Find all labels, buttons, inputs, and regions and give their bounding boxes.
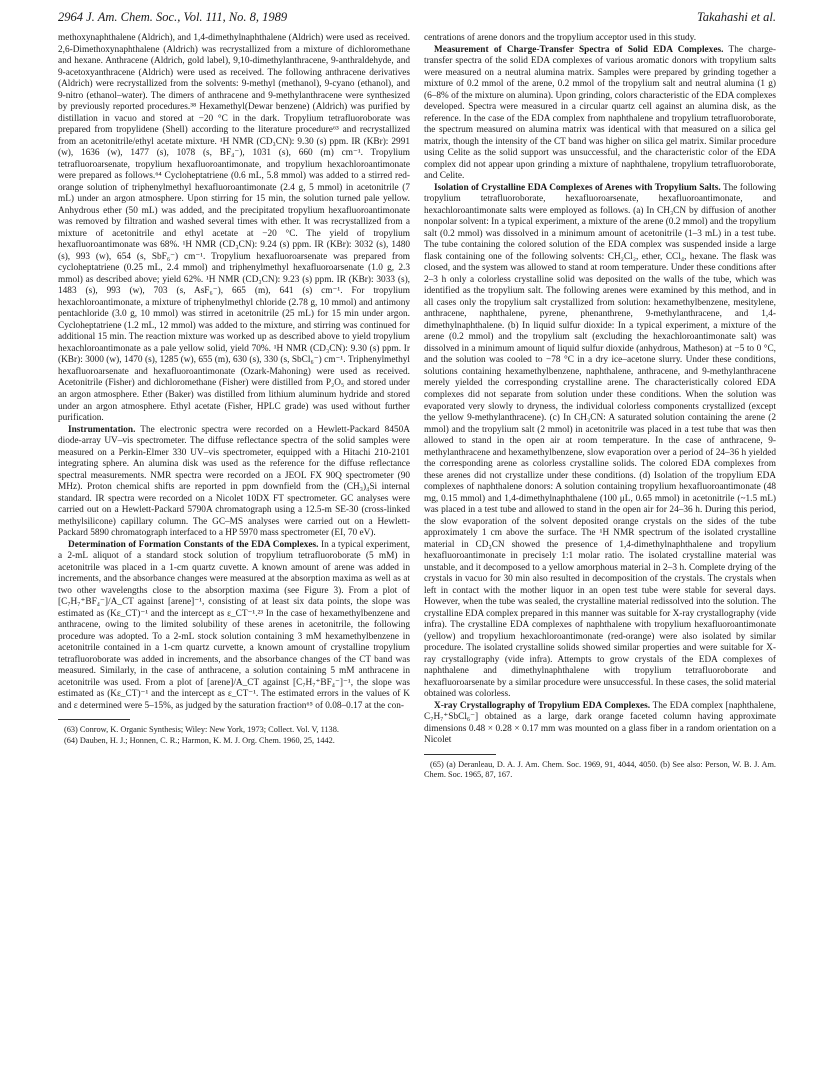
header-authors: Takahashi et al. <box>696 10 776 24</box>
heading-instrumentation: Instrumentation. <box>68 424 136 435</box>
isolation-text: The following tropylium tetrafluoroborate, hexafluoroarsenate, hexafluoroantimonate, and hexachloroantimonate salts were employed as follows. (a) In CH₃CN by diffusion of another nonpolar solvent: In a typical experiment, a mixture of the arene (0.2 mmol) and the tropylium salt (0.2 mmol) was dissolved in a minimum amount of acetonitrile (1–3 mL) in a test tube. The tube containing the colored solution of the EDA complex was suspended inside a large flask containing one of the following solvents: CH₂Cl₂, ether, CCl₄, hexane. The flask was closed, and the system was allowed to stand at room temperature. Under these conditions after 2–3 h only a colorless crystalline solid was deposited on the walls of the tube, which was identified as the tropylium salt. The following arenes were examined by this method, and in all cases only the tropylium salt crystallized from solution: hexamethylbenzene, mesitylene, anthracene, naphthalene, pyrene, phenanthrene, 9-methylanthracene, and 1,4-dimethylnaphthalene. (b) In liquid sulfur dioxide: In a typical experiment, a mixture of the arene (0.2 mmol) and the tropylium salt (excluding the hexachloroantimonate salt) was dissolved in a minimum amount of liquid sulfur dioxide (anhydrous, Matheson) at −5 to 0 °C, and the solution was cooled to −78 °C in a dry ice–acetone slurry. Under these conditions, solutions containing hexamethylbenzene, naphthalene, anthracene, and 9-methylanthracene merely yielded the corresponding crystalline arene. The characteristically colored EDA complexes did not separate from solution under these conditions. When the solution was evaporated very slowly to dryness, the individual colorless components crystallized (except the yellow 9-methylanthracene). (c) In CH₃CN: A saturated solution containing the arene (2 mmol) and the tropylium salt (2 mmol) in acetonitrile was placed in a test tube that was then allowed to stand in the open air at room temperature. In the case of anthracene, 9-methylanthracene and hexamethylbenzene, slow evaporation over a period of 24–36 h yielded the corresponding arene as colorless crystalline solids. The colored EDA complexes from these arenes did not crystallize under these conditions. (d) Isolation of the tropylium EDA complexes of naphthalene donors: A solution containing tropylium hexafluoroantimonate (48 mg, 0.15 mmol) and 1,4-dimethylnaphthalene (100 μL, 0.65 mmol) in acetonitrile (~1.5 mL) was placed in a test tube and allowed to stand in the open air for 24–36 h. During this period, the slow evaporation of the solvent deposited orange crystals on the sides of the tube approximately 1 cm above the surface. The ¹H NMR spectrum of the isolated crystalline material in CD₃CN showed the presence of 1,4-dimethylnaphthalene and tropylium hexafluoroantimonate in precisely 1:1 molar ratio. The isolated crystalline material was unstable, and it decomposed to a yellow amorphous material in 2–3 h. Complete drying of the crystals in vacuo for 30 min also resulted in decomposition of the crystals. The crystals when left in contact with the mother liquor in an open test tube were stable for several days. However, when the tube was sealed, the crystalline material redissolved into the solution. The crystalline EDA complex prepared in this manner was suitable for X-ray crystallography (vide infra). The crystalline EDA complexes of naphthalene with tropylium hexafluoroantimonate (yellow) and tropylium hexachloroantimonate (red-orange) were also isolated by similar procedure. The isolated crystalline solids showed similar properties and were suitable for X-ray crystallography (vide infra). Attempts to grow crystals of the EDA complexes of naphthalene and dimethylnaphthalene with tropylium tetrafluoroborate and hexafluoroarsenate by a similar procedure were unsuccessful. In these cases, the solid material obtained was colorless. <box>424 182 776 700</box>
right-footnotes <box>424 760 776 780</box>
ct-spectra-text: The charge-transfer spectra of the solid EDA complexes of various aromatic donors with tropylium salts were measured on a neutral alumina matrix. Samples were prepared by grinding together a mixture of 0.2 mmol of the arene, 0.2 mmol of the tropylium salt and neutral alumina (1 g) (6–8% of the mixture on alumina). Upon grinding, colors characteristic of the EDA complexes developed. Spectra were measured in a circular quartz cell against an alumina disk, as the reference. In the case of the EDA complex from naphthalene and tropylium tetrafluoroborate, the spectrum measured on alumina matrix was identical with that measured on a silica gel matrix, though the intensity of the CT band was higher on silica gel matrix. Similar procedure using Celite as the solid support was unsuccessful, and the characteristic color of the EDA complex did not appear upon grinding a mixture of naphthalene, tropylium tetrafluoroborate, and Celite. <box>424 44 776 182</box>
footnote-63: (63) Conrow, K. Organic Synthesis; Wiley: New York, 1973; Collect. Vol. V, 1138. <box>64 725 339 735</box>
instrumentation-text: The electronic spectra were recorded on a Hewlett-Packard 8450A diode-array UV–vis spectrometer. The diffuse reflectance spectra of the solid samples were measured on a Perkin-Elmer 330 UV–vis spectrometer, equipped with a Hitachi 210-2101 integrating sphere. An alumina disk was used as the reference for the diffuse reflectance spectral measurements. NMR spectra were recorded on a JEOL FX 90Q spectrometer (90 MHz). Proton chemical shifts are reported in ppm downfield from the (CH₃)₄Si internal standard. IR spectra were recorded on a Nicolet 10DX FT spectrometer. GC analyses were carried out on a Hewlett-Packard 5790A chromatograph using a 12.5-m SE-30 (cross-linked methylsilicone) capillary column. The GC–MS analyses were carried out on a Hewlett-Packard 5890 chromatograph interfaced to a HP 5970 mass spectrometer (EI, 70 eV). <box>58 424 410 539</box>
left-column <box>58 33 410 1063</box>
footnote-65: (65) (a) Deranleau, D. A. J. Am. Chem. Soc. 1969, 91, 4044, 4050. (b) See also: Person, W. B. J. Am. Chem. Soc. 1965, 87, 167. <box>424 759 776 780</box>
left-footnotes <box>58 725 410 745</box>
right-paragraph-isolation <box>424 183 776 701</box>
formation-constants-text: In a typical experiment, a 2-mL aliquot of a standard stock solution of tropylium tetrafluoroborate (5 mM) in acetonitrile was placed in a 1-cm quartz cuvette. A known amount of arene was added in increments, and the absorbance changes were measured at the absorption maxima as well as at two other wavelengths close to the absorption maxima (see Figure 3). From a plot of [C₇H₇⁺BF₄⁻]/A_CT against [arene]⁻¹, consisting of at least six data points, the slope was estimated as (Kε_CT)⁻¹ and the intercept as ε_CT⁻¹.²³ In the case of hexamethylbenzene and anthracene, owing to the limited solubility of these arenes in acetonitrile, the following procedure was adopted. To a 2-mL stock solution containing 3 mM hexamethylbenzene in acetonitrile contained in a 1-cm quartz curvette, a known amount of crystalline tropylium tetrafluoroborate was added in increments, and the absorbance changes of the CT band was measured. Similarly, in the case of anthracene, a solution containing 5 mM anthracene in acetonitrile was used. From a plot of [arene]/A_CT against [C₇H₇⁺BF₄⁻]⁻¹, the slope was estimated as (Kε_CT)⁻¹ and the intercept as ε_CT⁻¹. The estimated errors in the values of K and ε determined were 5–15%, as judged by the saturation fraction⁶⁵ of 0.08–0.17 at the con- <box>58 539 410 711</box>
footnote-rule-left <box>58 719 130 720</box>
header-journal-citation: 2964 J. Am. Chem. Soc., Vol. 111, No. 8, 1989 <box>58 10 288 24</box>
footnote-rule-right <box>424 754 496 755</box>
right-column <box>424 33 776 1063</box>
right-paragraph-ct-spectra <box>424 45 776 183</box>
heading-xray: X-ray Crystallography of Tropylium EDA Complexes. <box>434 700 651 711</box>
heading-isolation: Isolation of Crystalline EDA Complexes of Arenes with Tropylium Salts. <box>434 182 721 193</box>
xray-text: The EDA complex [naphthalene, C₇H₇⁺SbCl₆⁻] obtained as a large, dark orange faceted column having approximate dimensions 0.48 × 0.28 × 0.17 mm was mounted on a glass fiber in a random orientation on a Nicolet <box>424 700 776 746</box>
heading-ct-spectra: Measurement of Charge-Transfer Spectra of Solid EDA Complexes. <box>434 44 724 55</box>
heading-formation-constants: Determination of Formation Constants of the EDA Complexes. <box>68 539 319 550</box>
running-header <box>58 10 776 30</box>
right-paragraph-continuation: centrations of arene donors and the tropylium acceptor used in this study. <box>424 33 697 43</box>
left-paragraph-formation-constants <box>58 540 410 713</box>
right-paragraph-xray <box>424 701 776 747</box>
left-paragraph-materials: methoxynaphthalene (Aldrich), and 1,4-dimethylnaphthalene (Aldrich) were used as received. 2,6-Dimethoxynaphthalene (Aldrich) was recrystallized from a mixture of dichloromethane and hexane. Anthracene (Aldrich, gold label), 9,10-dimethylanthracene, 9-anthraldehyde, and 9-acetoxyanthracene (Aldrich) were used as received. The following anthracene derivatives (Aldrich) were recrystallized from the solvents: 9-methyl (methanol), 9-cyano (ethanol), and 9-nitro (ethanol–water). The dimers of anthracene and 9-methylanthracene were synthesized by previously reported procedures.³⁸ Hexamethyl(Dewar benzene) (Aldrich) was purified by distillation in vacuo and stored at −20 °C in the dark. Tropylium tetrafluoroborate was prepared from tropylidene (Shell) according to the literature procedure⁶³ and recrystallized from an acetonitrile/ethyl acetate mixture. ¹H NMR (CD₃CN): 9.30 (s) ppm. IR (KBr): 2991 (w), 1636 (w), 1477 (s), 1078 (s, BF₄⁻), 1031 (s), 660 (m) cm⁻¹. Tropylium tetrafluoroarsenate, tropylium hexafluoroantimonate, and tropylium hexachloroantimonate were prepared as follows.⁶⁴ Cycloheptatriene (0.6 mL, 5.8 mmol) was added to a stirred red-orange solution of triphenylmethyl hexafluoroantimonate (2.4 g, 5 mmol) in acetonitrile (7 mL) under an argon atmosphere. Upon stirring for 15 min, the solution turned pale yellow. Anhydrous ether (50 mL) was added, and the precipitated tropylium hexafluoroantimonate was removed by filtration and washed several times with ether. It was recrystallized from a mixture of acetonitrile and ethyl acetate at −20 °C. The yield of tropylium hexafluoroantimonate was 68%. ¹H NMR (CD₃CN): 9.24 (s) ppm. IR (KBr): 3032 (s), 1480 (s), 993 (w), 654 (s, SbF₆⁻) cm⁻¹. Tropylium hexafluoroarsenate was prepared from cycloheptatriene (0.25 mL, 2.4 mmol) and triphenylmethyl hexafluoroarsenate (1.0 g, 2.3 mmol) as described above; yield 62%. ¹H NMR (CD₃CN): 9.23 (s) ppm. IR (KBr): 3033 (s), 1483 (s), 993 (w), 703 (s, AsF₆⁻), 665 (m), 641 (s) cm⁻¹. For tropylium hexachloroantimonate, a mixture of triphenylmethyl chloride (2.78 g, 10 mmol) and antimony pentachloride (3.0 g, 10 mmol) was stirred in acetonitrile (25 mL) for 15 min under argon. Cycloheptatriene (1.2 mL, 12 mmol) was added to the mixture, and stirring was continued for additional 15 min. The reaction mixture was worked up as described above to yield tropylium hexachloroantimonate as a pale yellow solid, yield 70%. ¹H NMR (CD₃CN): 9.30 (s) ppm. Ir (KBr): 3000 (w), 1470 (s), 1285 (w), 655 (m), 630 (s), 330 (s, SbCl₆⁻) cm⁻¹. Triphenylmethyl hexafluoroarsenate and hexafluoroantimonate (Ozark-Mahoning) were used as received. Acetonitrile (Fisher) and dichloromethane (Fisher) were distilled from P₂O₅ and stored under an argon atmosphere. Ether (Baker) was distilled from lithium aluminum hydride and stored under an argon atmosphere. Ethyl acetate (Fisher, HPLC grade) was used without further purification. <box>58 33 410 424</box>
footnote-64: (64) Dauben, H. J.; Honnen, C. R.; Harmon, K. M. J. Org. Chem. 1960, 25, 1442. <box>64 735 335 745</box>
left-paragraph-instrumentation <box>58 425 410 540</box>
